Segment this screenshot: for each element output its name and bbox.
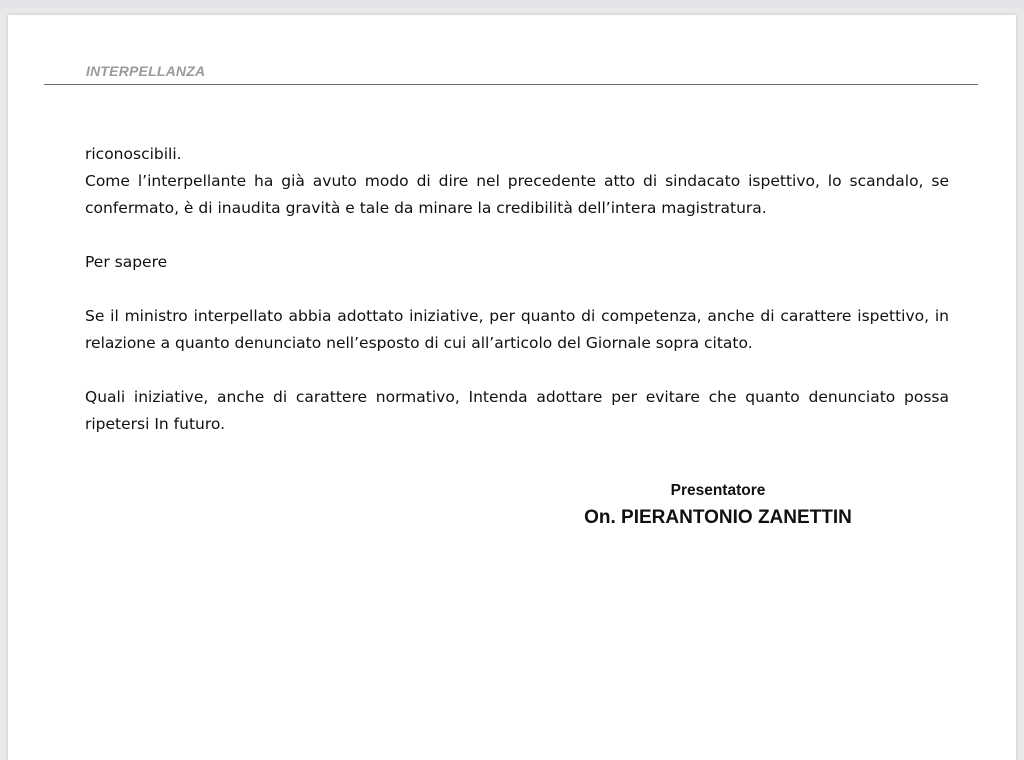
body-paragraph-1: riconoscibili. xyxy=(85,145,182,163)
signature-name: On. PIERANTONIO ZANETTIN xyxy=(584,507,852,528)
body-paragraph-3: Per sapere xyxy=(85,253,168,271)
top-strip xyxy=(0,0,1024,8)
signature-block xyxy=(568,481,868,531)
body-paragraph-2: Come l’interpellante ha già avuto modo di dire nel precedente atto di sindacato ispettivo, lo scandalo, se confermato, è di inaudita gravità e tale da minare la credibilità dell’intera magistratura. xyxy=(85,172,949,217)
signature-role: Presentatore xyxy=(670,482,766,499)
body-paragraph-5: Quali iniziative, anche di carattere normativo, Intenda adottare per evitare che quanto denunciato possa ripetersi In futuro. xyxy=(85,388,949,433)
document-header-label: INTERPELLANZA xyxy=(86,63,206,79)
document-page xyxy=(8,15,1016,760)
body-paragraph-4: Se il ministro interpellato abbia adottato iniziative, per quanto di competenza, anche di carattere ispettivo, in relazione a quanto denunciato nell’esposto di cui all’articolo del Giornale sopra citato. xyxy=(85,307,949,352)
document-body xyxy=(85,141,949,438)
header-divider xyxy=(44,84,978,85)
